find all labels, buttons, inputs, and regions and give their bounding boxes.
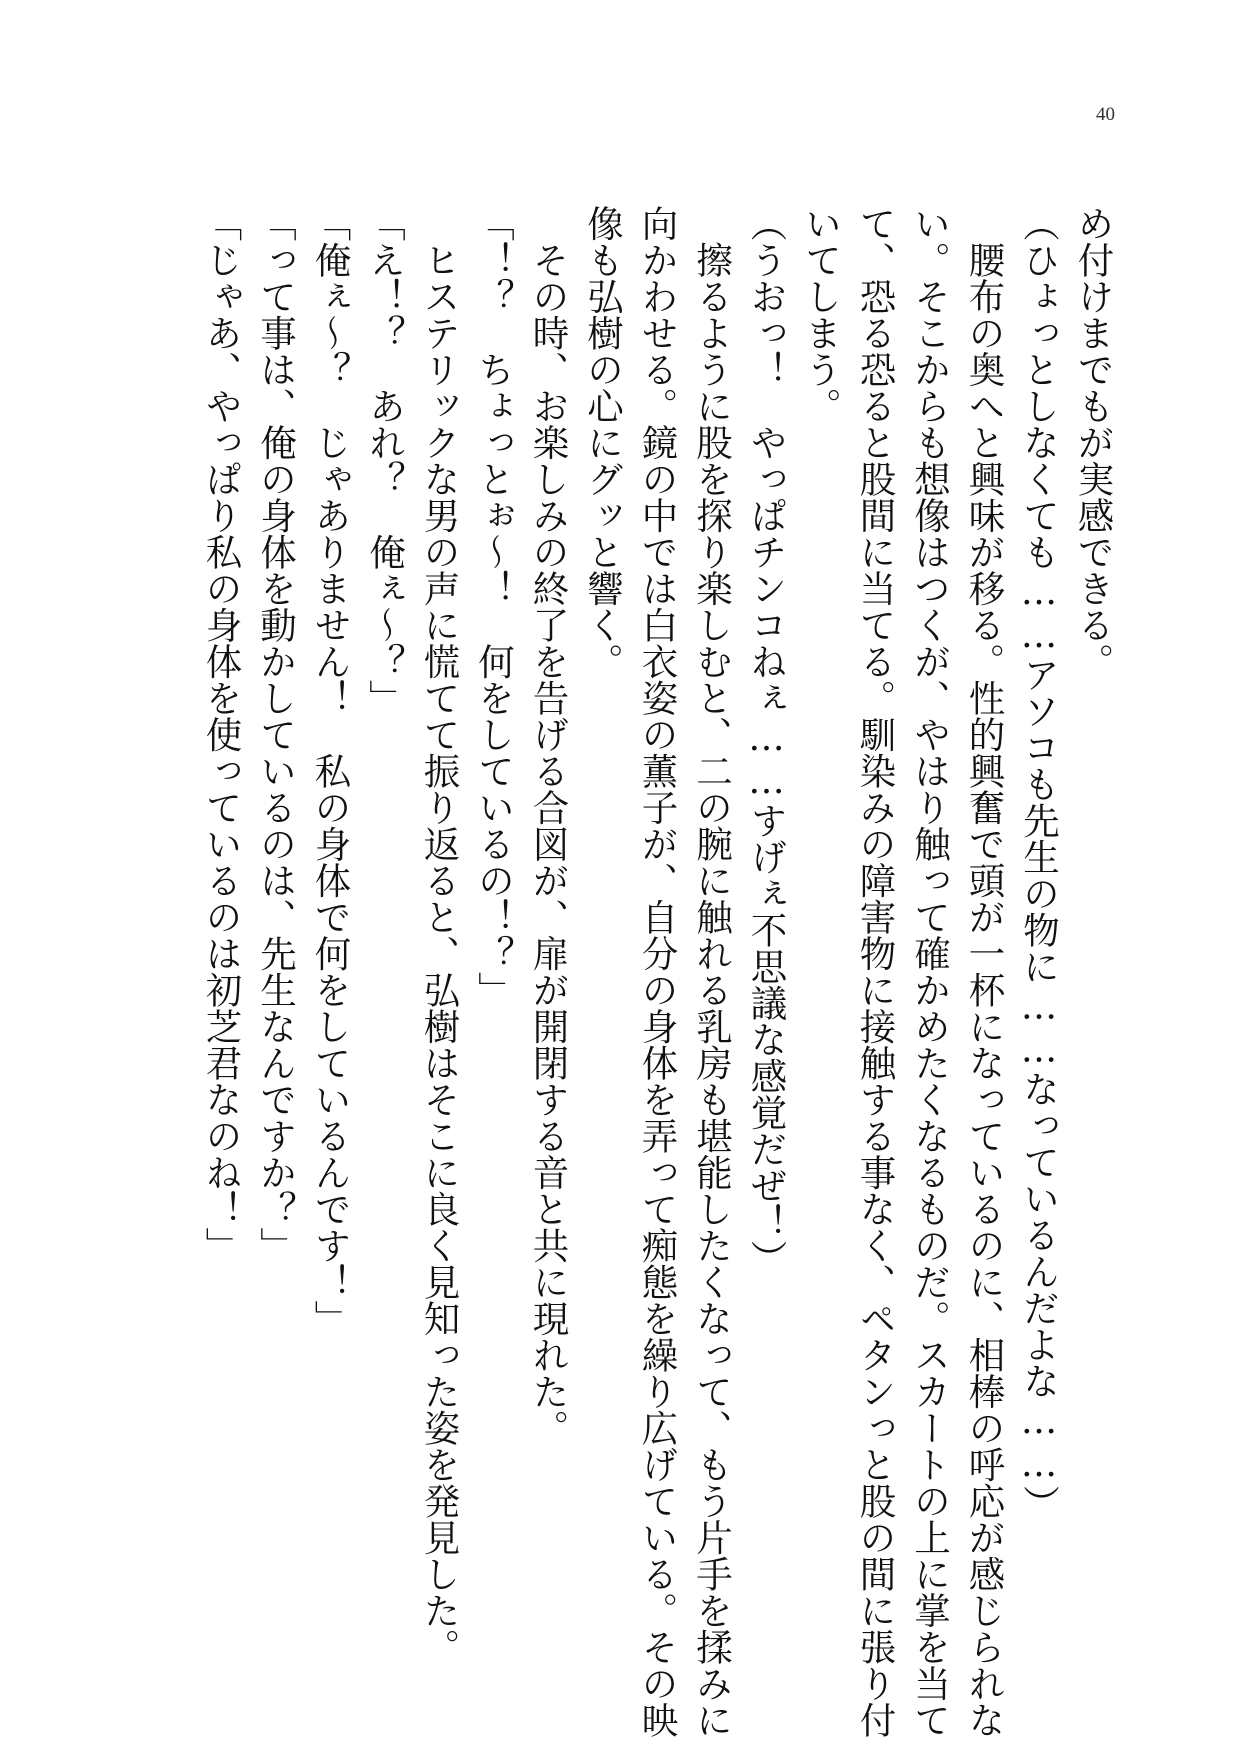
text-line: い。そこからも想像はつくが、やはり触って確かめたくなるものだ。スカートの上に掌を当て: [908, 205, 952, 1738]
text-line: その時、お楽しみの終了を告げる合図が、扉が開閉する音と共に現れた。: [527, 205, 570, 1446]
text-line: ヒステリックな男の声に慌てて振り返ると、弘樹はそこに良く見知った姿を発見した。: [418, 205, 461, 1665]
text-line: （うおっ！ やっぱチンコねぇ……すげぇ不思議な感覚だぜ！）: [745, 205, 788, 1277]
text-line: て、恐る恐ると股間に当てる。馴染みの障害物に接触する事なく、ペタンっと股の間に張り付: [854, 205, 897, 1738]
text-line: いてしまう。: [799, 205, 843, 424]
page-number: 40: [1096, 104, 1115, 125]
text-line: 腰布の奥へと興味が移る。性的興奮で頭が一杯になっているのに、相棒の呼応が感じられな: [963, 205, 1006, 1738]
novel-text-body: [194, 205, 1121, 1738]
text-line: 擦るように股を探り楽しむと、二の腕に触れる乳房も堪能したくなって、もう片手を揉みに: [690, 205, 734, 1738]
text-line: 「え！？ あれ？ 俺ぇ～？」: [363, 205, 407, 716]
text-line: 「って事は、俺の身体を動かしているのは、先生なんですか？」: [254, 205, 298, 1264]
text-line: 「俺ぇ～？ じゃありません！ 私の身体で何をしているんです！」: [309, 205, 352, 1337]
text-line: （ひょっとしなくても……アソコも先生の物に……なっているんだよな……）: [1017, 205, 1061, 1522]
text-line: め付けまでもが実感できる。: [1072, 205, 1115, 680]
text-line: 向かわせる。鏡の中では白衣姿の薫子が、自分の身体を弄って痴態を繰り広げている。その映: [636, 205, 679, 1738]
text-line: 像も弘樹の心にグッと響く。: [581, 205, 625, 680]
text-line: 「！？ ちょっとぉ～！ 何をしているの！？」: [472, 205, 516, 1008]
text-line: 「じゃあ、やっぱり私の身体を使っているのは初芝君なのね！」: [200, 205, 243, 1264]
